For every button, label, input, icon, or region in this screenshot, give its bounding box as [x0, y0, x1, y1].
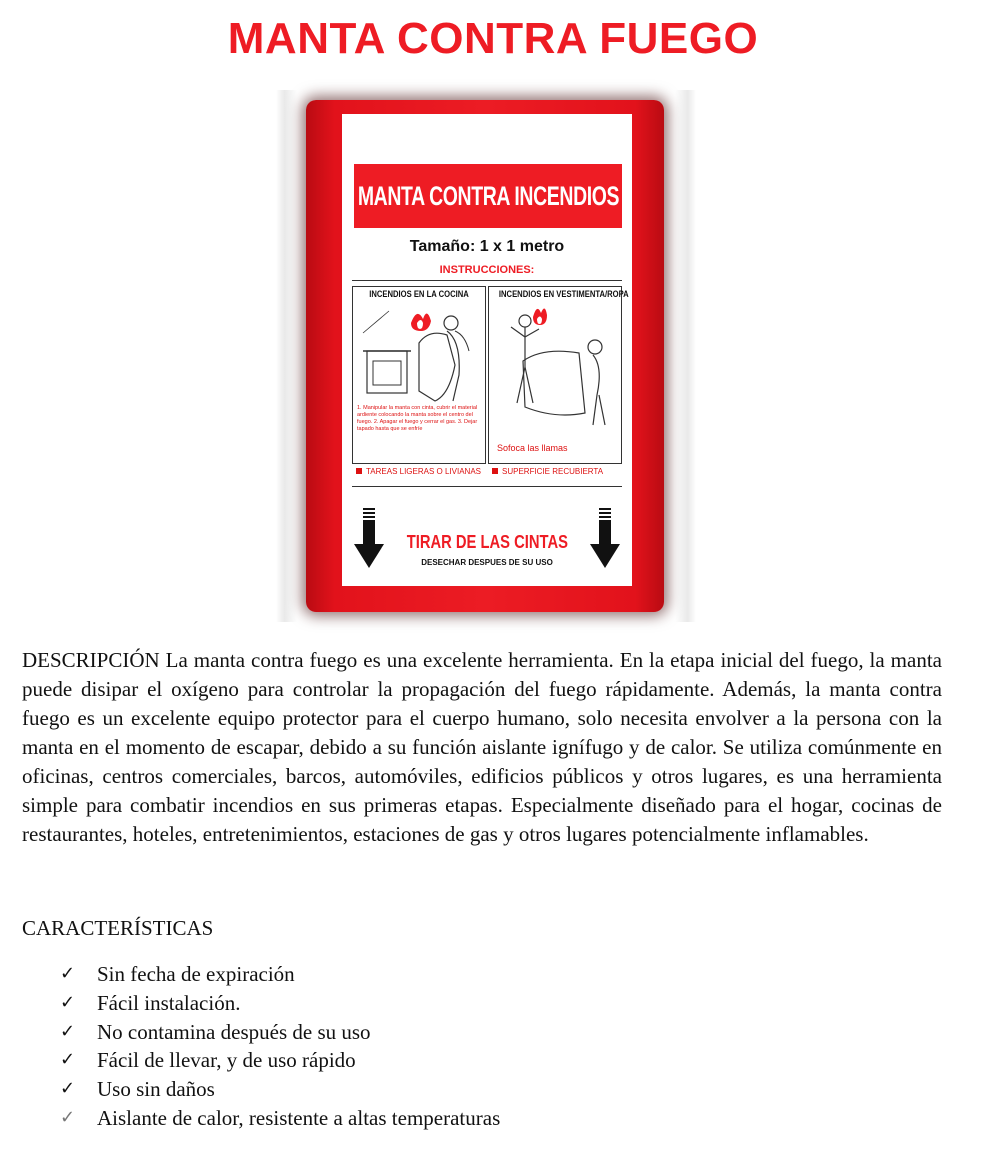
box-banner	[354, 164, 622, 228]
features-list	[60, 960, 500, 1133]
feature-text: No contamina después de su uso	[97, 1019, 371, 1044]
checkmark-icon: ✓	[60, 1049, 76, 1071]
feature-text: Aislante de calor, resistente a altas temperaturas	[97, 1105, 501, 1130]
checkmark-icon: ✓	[60, 1078, 76, 1100]
feature-text: Sin fecha de expiración	[97, 962, 295, 986]
legend-covered-surface	[492, 467, 603, 476]
box-size: Tamaño: 1 x 1 metro	[409, 238, 565, 255]
clothing-fire-title: INCENDIOS EN VESTIMENTA/ROPA	[498, 289, 629, 299]
legend-light-tasks-label: TAREAS LIGERAS O LIVIANAS	[366, 467, 481, 476]
features-heading: CARACTERÍSTICAS	[22, 916, 214, 940]
checkmark-icon: ✓	[60, 991, 76, 1013]
legend-square-icon	[356, 468, 362, 474]
clothing-fire-panel	[488, 286, 629, 464]
fire-blanket-box	[306, 100, 664, 612]
divider	[352, 486, 622, 487]
pull-straps-text: TIRAR DE LAS CINTAS	[406, 532, 568, 552]
list-item	[60, 1046, 500, 1075]
description-paragraph: DESCRIPCIÓN La manta contra fuego es una excelente herramienta. En la etapa inicial del fuego, la manta puede disipar el oxígeno para controlar la propagación del fuego rápidamente. Además, la manta contra fuego es un excelente equipo protector para el cuerpo humano, solo necesita envolver a la persona con la manta en el momento de escapar, debido a su función aislante ignífugo y de calor. Se utiliza comúnmente en oficinas, centros comerciales, barcos, automóviles, edificios públicos y otros lugares, es una herramienta simple para combatir incendios en sus primeras etapas. Especialmente diseñado para el hogar, cocinas de restaurantes, hoteles, entretenimientos, estaciones de gas y otros lugares potencialmente inflamables.	[22, 648, 942, 846]
product-photo	[276, 90, 696, 622]
checkmark-icon: ✓	[60, 963, 76, 984]
list-item	[60, 1104, 500, 1133]
kitchen-fire-title: INCENDIOS EN LA COCINA	[369, 289, 469, 299]
page-title: MANTA CONTRA FUEGO	[227, 14, 759, 63]
legend-covered-surface-label: SUPERFICIE RECUBIERTA	[502, 467, 604, 476]
checkmark-icon: ✓	[60, 1106, 76, 1128]
pull-straps-label	[342, 532, 632, 553]
list-item	[60, 960, 500, 989]
feature-text: Uso sin daños	[97, 1077, 215, 1102]
legend-light-tasks	[356, 467, 481, 476]
list-item	[60, 1075, 500, 1104]
kitchen-illustration-icon	[359, 303, 479, 403]
box-label	[342, 114, 632, 586]
list-item	[60, 1018, 500, 1047]
checkmark-icon: ✓	[60, 1020, 76, 1042]
box-instructions-heading: INSTRUCCIONES:	[439, 264, 535, 276]
box-banner-text: MANTA CONTRA INCENDIOS	[357, 180, 619, 211]
list-item	[60, 989, 500, 1018]
legend-square-icon	[492, 468, 498, 474]
feature-text: Fácil instalación.	[97, 990, 241, 1015]
clothing-illustration-icon	[495, 303, 615, 439]
smother-label: Sofoca las llamas	[497, 443, 568, 453]
kitchen-steps: 1. Manipular la manta con cinta, cubrir el material ardiente colocando la manta sobre el centro del fuego. 2. Apagar el fuego y cerrar el gas. 3. Dejar tapado hasta que se enfríe	[357, 405, 478, 432]
divider	[352, 280, 622, 281]
discard-label: DESECHAR DESPUES DE SU USO	[421, 558, 553, 567]
kitchen-fire-panel	[352, 286, 486, 464]
feature-text: Fácil de llevar, y de uso rápido	[97, 1048, 356, 1073]
